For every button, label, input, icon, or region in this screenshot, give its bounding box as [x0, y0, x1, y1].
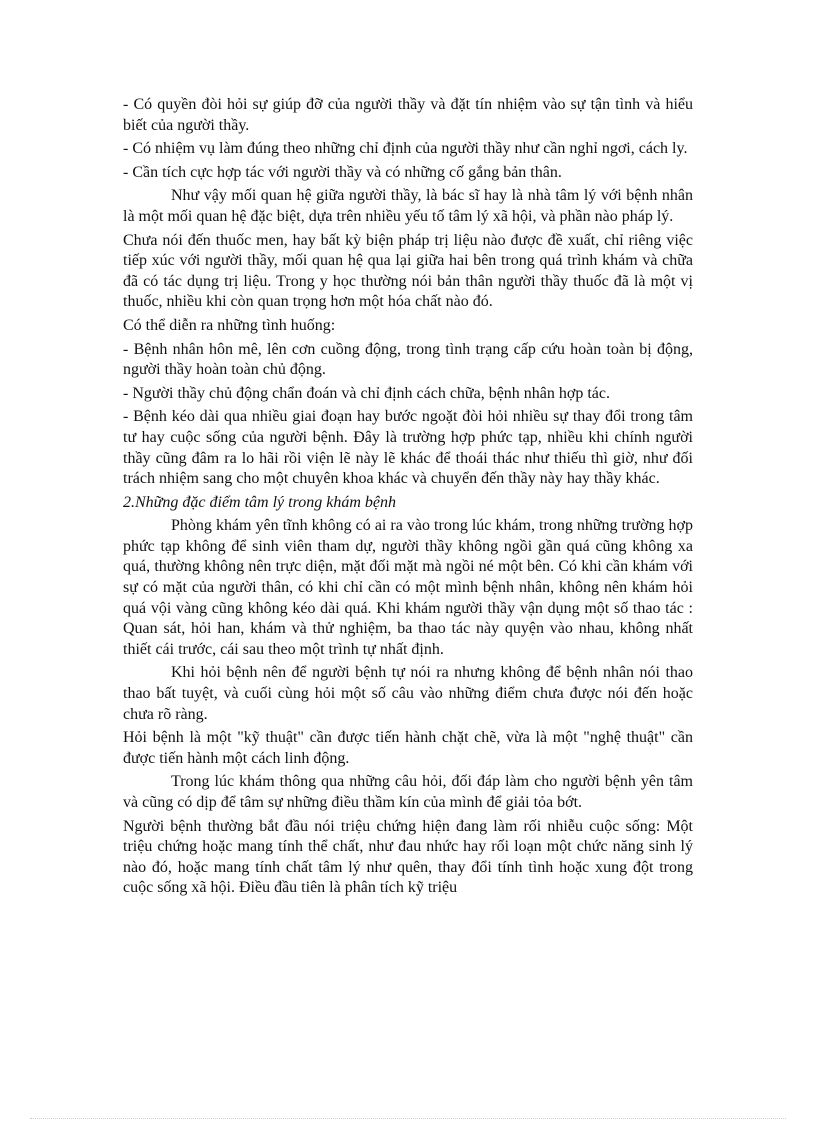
- paragraph-situation-coma: - Bệnh nhân hôn mê, lên cơn cuồng động, trong tình trạng cấp cứu hoàn toàn bị động, người thầy hoàn toàn chủ động.: [123, 340, 693, 379]
- paragraph-situation-prolonged: - Bệnh kéo dài qua nhiều giai đoạn hay bước ngoặt đòi hỏi nhiều sự thay đổi trong tâm tư hay cuộc sống của người bệnh. Đây là trường hợp phức tạp, nhiều khi chính người thầy cũng đâm ra lo hãi rồi viện lẽ này lẽ khác để thoái thác như thiếu thì giờ, như đối trách nhiệm sang cho một chuyên khoa khác và chuyển đến thầy này hay thầy khác.: [123, 408, 693, 488]
- paragraph-situations-intro: Có thể diễn ra những tình huống:: [123, 316, 336, 334]
- paragraph-technique-art: Hỏi bệnh là một "kỹ thuật" cần được tiến hành chặt chẽ, vừa là một "nghệ thuật" cần được tiến hành một cách linh động.: [123, 729, 693, 767]
- paragraph-history-taking: Khi hỏi bệnh nên để người bệnh tự nói ra nhưng không để bệnh nhân nói thao thao bất tuyệt, và cuối cùng hỏi một số câu vào những điểm chưa được nói đến hoặc chưa rõ ràng.: [123, 664, 693, 723]
- paragraph-situation-cooperation: - Người thầy chủ động chẩn đoán và chỉ định cách chữa, bệnh nhân hợp tác.: [123, 384, 610, 402]
- page-bottom-divider: [30, 1118, 786, 1119]
- paragraph-duty-follow-instructions: - Có nhiệm vụ làm đúng theo những chỉ định của người thầy như cần nghỉ ngơi, cách ly.: [123, 140, 688, 158]
- document-page: [123, 95, 693, 902]
- paragraph-symptoms: Người bệnh thường bắt đầu nói triệu chứng hiện đang làm rối nhiễu cuộc sống: Một triệu chứng hoặc mang tính thể chất, như đau nhức hay rối loạn một chức năng sinh lý nào đó, hoặc mang tính chất tâm lý như quên, thay đổi tính tình hoặc xung đột trong cuộc sống xã hội. Điều đầu tiên là phân tích kỹ triệu: [123, 817, 693, 897]
- paragraph-therapeutic-contact: Chưa nói đến thuốc men, hay bất kỳ biện pháp trị liệu nào được đề xuất, chỉ riêng việc tiếp xúc với người thầy, mối quan hệ qua lại giữa hai bên trong quá trình khám và chữa đã có tác dụng trị liệu. Trong y học thường nói bản thân người thầy thuốc đã là một vị thuốc, nhiều khi còn quan trọng hơn một hóa chất nào đó.: [123, 231, 693, 311]
- paragraph-right-to-ask-help: - Có quyền đòi hỏi sự giúp đỡ của người thầy và đặt tín nhiệm vào sự tận tình và hiểu biết của người thầy.: [123, 96, 693, 134]
- paragraph-reassurance: Trong lúc khám thông qua những câu hỏi, đối đáp làm cho người bệnh yên tâm và cũng có dịp để tâm sự những điều thầm kín của mình để giải tỏa bớt.: [123, 773, 693, 811]
- paragraph-exam-room: Phòng khám yên tĩnh không có ai ra vào trong lúc khám, trong những trường hợp phức tạp không để sinh viên tham dự, người thầy không ngồi gần quá cũng không xa quá, thường không nên trực diện, mặt đối mặt mà ngồi né một bên. Có khi cần khám với sự có mặt của người thân, có khi chỉ cần có một mình bệnh nhân, không nên khám hỏi quá vội vàng cũng không kéo dài quá. Khi khám người thầy vận dụng một số thao tác : Quan sát, hỏi han, khám và thử nghiệm, ba thao tác này quyện vào nhau, không nhất thiết cái trước, cái sau theo một trình tự nhất định.: [123, 517, 693, 658]
- section-heading: 2.Những đặc điểm tâm lý trong khám bệnh: [123, 493, 396, 511]
- paragraph-cooperate: - Cần tích cực hợp tác với người thầy và có những cố gắng bản thân.: [123, 163, 562, 181]
- paragraph-relationship-summary: Như vậy mối quan hệ giữa người thầy, là bác sĩ hay là nhà tâm lý với bệnh nhân là một mối quan hệ đặc biệt, dựa trên nhiều yếu tố tâm lý xã hội, và phần nào pháp lý.: [123, 187, 693, 225]
